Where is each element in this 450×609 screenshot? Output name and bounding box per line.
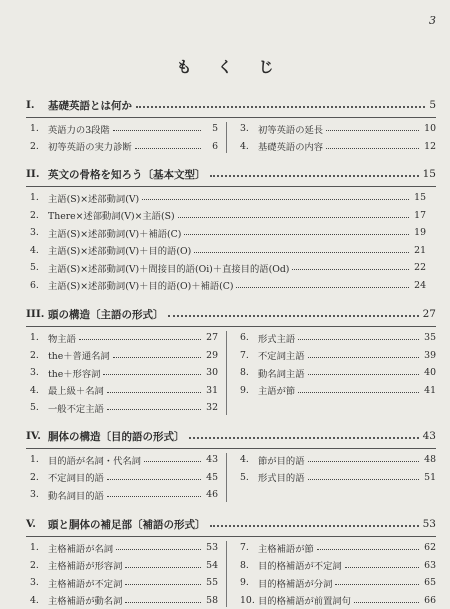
- entry-page: 31: [204, 385, 218, 396]
- entry-row: [26, 120, 436, 138]
- chapter-page: 43: [423, 430, 436, 442]
- entry-title: 主語(S)×述部動詞(V)＋目的語(O): [48, 243, 191, 257]
- toc-entry[interactable]: [26, 348, 226, 362]
- entry-page: 21: [412, 245, 426, 256]
- chapter-number: IV.: [26, 430, 48, 442]
- entry-page: 19: [412, 227, 426, 238]
- entry-number: 1.: [26, 192, 48, 203]
- entry-page: 30: [204, 367, 218, 378]
- entry-title: the＋形容詞: [48, 366, 100, 380]
- entry-list: [26, 120, 436, 155]
- chapter-section: [26, 165, 436, 294]
- toc-entry[interactable]: [226, 470, 436, 484]
- entry-title: 不定詞目的語: [48, 470, 104, 484]
- toc-entry[interactable]: [26, 558, 226, 572]
- dot-leader: [113, 130, 201, 131]
- entry-title: 最上級＋名詞: [48, 383, 104, 397]
- entry-number: 8.: [236, 367, 258, 378]
- toc-entry[interactable]: [26, 401, 226, 415]
- entry-number: 4.: [26, 245, 48, 256]
- entry-title: 基礎英語の内容: [258, 139, 323, 153]
- chapter-rule: [26, 117, 436, 118]
- dot-leader: [308, 357, 420, 358]
- entry-title: 形式主語: [258, 331, 295, 345]
- entry-list: [26, 539, 436, 609]
- chapter-title: 英文の骨格を知ろう〔基本文型〕: [48, 167, 206, 182]
- entry-row: [26, 277, 436, 295]
- chapter-number: III.: [26, 308, 48, 320]
- dot-leader: [144, 461, 201, 462]
- entry-row: [26, 451, 436, 469]
- toc-entry[interactable]: [26, 576, 226, 590]
- entry-list: [26, 329, 436, 417]
- entry-number: 4.: [236, 141, 258, 152]
- entry-title: 動名詞主語: [258, 366, 305, 380]
- dot-leader: [107, 409, 201, 410]
- chapter-section: [26, 305, 436, 417]
- toc-entry[interactable]: [226, 383, 436, 397]
- toc-entry[interactable]: [226, 139, 436, 153]
- dot-leader: [103, 374, 201, 375]
- entry-number: 3.: [26, 489, 48, 500]
- entry-row: [26, 592, 436, 609]
- entry-number: 4.: [26, 595, 48, 606]
- entry-page: 65: [422, 577, 436, 588]
- entry-page: 29: [204, 350, 218, 361]
- toc-entry[interactable]: [26, 453, 226, 467]
- dot-leader: [345, 567, 419, 568]
- entry-title: 英語力の3段階: [48, 122, 110, 136]
- chapter-rule: [26, 326, 436, 327]
- toc-entry[interactable]: [226, 541, 436, 555]
- dot-leader: [184, 234, 409, 235]
- page-title: もくじ: [0, 56, 450, 77]
- toc-entry[interactable]: [26, 488, 226, 502]
- entry-page: 24: [412, 280, 426, 291]
- dot-leader: [210, 525, 419, 527]
- entry-number: 6.: [26, 280, 48, 291]
- dot-leader: [354, 602, 419, 603]
- entry-title: 主格補語が形容詞: [48, 558, 122, 572]
- chapter-page: 53: [423, 518, 436, 530]
- entry-page: 10: [422, 123, 436, 134]
- dot-leader: [107, 479, 201, 480]
- entry-number: 9.: [236, 385, 258, 396]
- chapter-heading[interactable]: [26, 165, 436, 183]
- dot-leader: [178, 217, 409, 218]
- entry-number: 3.: [236, 123, 258, 134]
- entry-row: [26, 382, 436, 400]
- entry-page: 15: [412, 192, 426, 203]
- toc-entry[interactable]: [226, 453, 436, 467]
- entry-page: 46: [204, 489, 218, 500]
- dot-leader: [317, 549, 419, 550]
- toc-entry[interactable]: [26, 226, 436, 240]
- toc-entry[interactable]: [26, 208, 436, 222]
- entry-number: 2.: [26, 210, 48, 221]
- entry-number: 3.: [26, 227, 48, 238]
- entry-title: 物主語: [48, 331, 76, 345]
- entry-number: 1.: [26, 542, 48, 553]
- entry-row: [26, 138, 436, 156]
- entry-page: 32: [204, 402, 218, 413]
- entry-row: [26, 259, 436, 277]
- entry-page: 51: [422, 472, 436, 483]
- entry-row: [26, 207, 436, 225]
- entry-number: 5.: [26, 402, 48, 413]
- toc-entry[interactable]: [26, 383, 226, 397]
- entry-number: 3.: [26, 577, 48, 588]
- dot-leader: [308, 374, 420, 375]
- entry-title: 主語(S)×述部動詞(V)＋補語(C): [48, 226, 181, 240]
- chapter-heading[interactable]: [26, 515, 436, 533]
- entry-page: 54: [204, 560, 218, 571]
- dot-leader: [326, 148, 419, 149]
- chapter-rule: [26, 536, 436, 537]
- entry-number: 2.: [26, 472, 48, 483]
- entry-number: 10.: [236, 595, 258, 606]
- chapter-page: 5: [429, 99, 436, 111]
- dot-leader: [292, 269, 409, 270]
- entry-number: 9.: [236, 577, 258, 588]
- entry-number: 4.: [26, 385, 48, 396]
- entry-number: 2.: [26, 141, 48, 152]
- entry-title: 不定詞主語: [258, 348, 305, 362]
- entry-page: 55: [204, 577, 218, 588]
- entry-page: 39: [422, 350, 436, 361]
- entry-page: 53: [204, 542, 218, 553]
- dot-leader: [298, 392, 419, 393]
- entry-title: 目的格補語が前置詞句: [258, 593, 351, 607]
- entry-number: 8.: [236, 560, 258, 571]
- entry-title: 主格補語が節: [258, 541, 314, 555]
- chapter-number: V.: [26, 518, 48, 530]
- dot-leader: [125, 602, 201, 603]
- toc-entry[interactable]: [26, 243, 436, 257]
- chapter-rule: [26, 448, 436, 449]
- dot-leader: [135, 148, 201, 149]
- entry-page: 22: [412, 262, 426, 273]
- entry-row: [26, 399, 436, 417]
- entry-row: [26, 347, 436, 365]
- entry-page: 43: [204, 454, 218, 465]
- entry-number: 5.: [236, 472, 258, 483]
- entry-page: 45: [204, 472, 218, 483]
- entry-title: 主語(S)×述部動詞(V)＋間接目的語(Oi)＋直接目的語(Od): [48, 261, 289, 275]
- toc-entry[interactable]: [226, 558, 436, 572]
- page-number: 3: [429, 14, 436, 27]
- dot-leader: [107, 496, 201, 497]
- entry-page: 27: [204, 332, 218, 343]
- dot-leader: [194, 252, 409, 253]
- entry-page: 17: [412, 210, 426, 221]
- chapter-title: 頭と胴体の補足部〔補語の形式〕: [48, 517, 206, 532]
- dot-leader: [113, 357, 201, 358]
- entry-title: 動名詞目的語: [48, 488, 104, 502]
- toc-entry[interactable]: [226, 331, 436, 345]
- dot-leader: [326, 130, 419, 131]
- toc-entry[interactable]: [26, 191, 436, 205]
- entry-title: 主格補語が不定詞: [48, 576, 122, 590]
- toc-entry[interactable]: [226, 366, 436, 380]
- chapter-title: 基礎英語とは何か: [48, 98, 132, 113]
- dot-leader: [116, 549, 201, 550]
- entry-number: 1.: [26, 332, 48, 343]
- entry-number: 6.: [236, 332, 258, 343]
- entry-page: 66: [422, 595, 436, 606]
- entry-title: 節が目的語: [258, 453, 305, 467]
- entry-row: [26, 539, 436, 557]
- entry-title: 主語(S)×述部動詞(V)＋目的語(O)＋補語(C): [48, 278, 233, 292]
- entry-title: 目的格補語が不定詞: [258, 558, 342, 572]
- entry-number: 3.: [26, 367, 48, 378]
- dot-leader: [142, 199, 409, 200]
- toc-entry[interactable]: [26, 331, 226, 345]
- chapter-number: I.: [26, 99, 48, 111]
- toc-entry[interactable]: [26, 541, 226, 555]
- entry-number: 7.: [236, 542, 258, 553]
- toc-entry[interactable]: [26, 593, 226, 607]
- dot-leader: [125, 567, 201, 568]
- entry-title: There×述部動詞(V)×主語(S): [48, 208, 175, 222]
- dot-leader: [308, 479, 420, 480]
- entry-number: 2.: [26, 350, 48, 361]
- entry-title: 主格補語が動名詞: [48, 593, 122, 607]
- entry-title: 一般不定主語: [48, 401, 104, 415]
- entry-number: 4.: [236, 454, 258, 465]
- chapter-section: [26, 427, 436, 504]
- entry-title: 形式目的語: [258, 470, 305, 484]
- entry-title: 目的語が名詞・代名詞: [48, 453, 141, 467]
- chapter-title: 頭の構造〔主語の形式〕: [48, 307, 164, 322]
- entry-row: [26, 329, 436, 347]
- entry-row: [26, 557, 436, 575]
- toc-entry[interactable]: [226, 122, 436, 136]
- entry-page: 40: [422, 367, 436, 378]
- dot-leader: [236, 287, 409, 288]
- entry-title: 初等英語の実力診断: [48, 139, 132, 153]
- dot-leader: [298, 339, 419, 340]
- toc-entry[interactable]: [26, 261, 436, 275]
- chapter-heading[interactable]: [26, 305, 436, 323]
- entry-title: 目的格補語が分詞: [258, 576, 332, 590]
- chapter-title: 胴体の構造〔目的語の形式〕: [48, 429, 185, 444]
- toc-entry[interactable]: [226, 348, 436, 362]
- chapter-section: [26, 515, 436, 609]
- entry-page: 48: [422, 454, 436, 465]
- chapter-section: [26, 96, 436, 155]
- entry-number: 2.: [26, 560, 48, 571]
- entry-page: 5: [204, 123, 218, 134]
- entry-row: [26, 224, 436, 242]
- entry-title: 主語が節: [258, 383, 295, 397]
- entry-page: 35: [422, 332, 436, 343]
- dot-leader: [168, 315, 419, 317]
- entry-page: 58: [204, 595, 218, 606]
- entry-number: 1.: [26, 454, 48, 465]
- chapter-heading[interactable]: [26, 96, 436, 114]
- entry-number: 1.: [26, 123, 48, 134]
- dot-leader: [210, 175, 419, 177]
- toc-entry[interactable]: [26, 139, 226, 153]
- entry-title: 初等英語の延長: [258, 122, 323, 136]
- dot-leader: [308, 461, 420, 462]
- entry-page: 63: [422, 560, 436, 571]
- entry-row: [26, 364, 436, 382]
- entry-title: 主語(S)×述部動詞(V): [48, 191, 139, 205]
- entry-page: 41: [422, 385, 436, 396]
- entry-row: [26, 189, 436, 207]
- toc-entry[interactable]: [26, 278, 436, 292]
- entry-list: [26, 189, 436, 294]
- dot-leader: [335, 584, 419, 585]
- chapter-page: 15: [423, 168, 436, 180]
- dot-leader: [107, 392, 201, 393]
- entry-title: 主格補語が名詞: [48, 541, 113, 555]
- entry-list: [26, 451, 436, 504]
- chapter-heading[interactable]: [26, 427, 436, 445]
- chapter-number: II.: [26, 168, 48, 180]
- dot-leader: [79, 339, 201, 340]
- toc-entry[interactable]: [26, 366, 226, 380]
- toc-entry[interactable]: [26, 122, 226, 136]
- toc-entry[interactable]: [226, 593, 436, 607]
- chapter-page: 27: [423, 308, 436, 320]
- entry-title: the＋普通名詞: [48, 348, 110, 362]
- dot-leader: [189, 437, 419, 439]
- entry-page: 62: [422, 542, 436, 553]
- dot-leader: [136, 106, 425, 108]
- dot-leader: [125, 584, 201, 585]
- toc-entry[interactable]: [226, 576, 436, 590]
- entry-page: 12: [422, 141, 436, 152]
- chapter-rule: [26, 186, 436, 187]
- entry-row: [26, 469, 436, 487]
- entry-number: 7.: [236, 350, 258, 361]
- entry-row: [26, 242, 436, 260]
- entry-row: [26, 574, 436, 592]
- entry-page: 6: [204, 141, 218, 152]
- entry-row: [26, 486, 436, 504]
- toc-entry[interactable]: [26, 470, 226, 484]
- entry-number: 5.: [26, 262, 48, 273]
